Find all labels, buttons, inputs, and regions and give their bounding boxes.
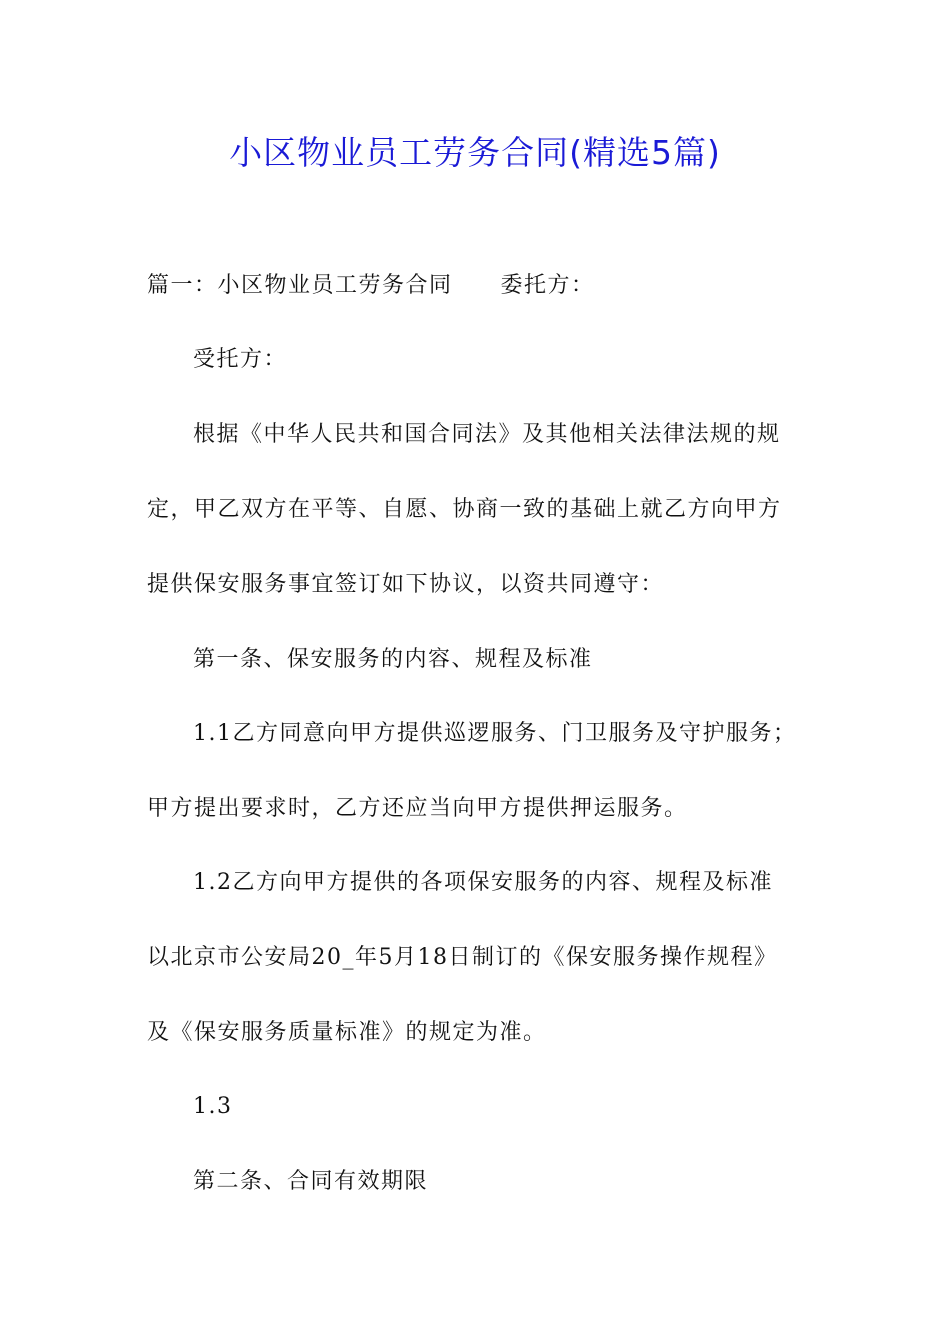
paragraph-line: 1.1乙方同意向甲方提供巡逻服务、门卫服务及守护服务； bbox=[193, 721, 797, 746]
paragraph-line: 提供保安服务事宜签订如下协议，以资共同遵守： bbox=[147, 572, 665, 597]
paragraph-line: 及《保安服务质量标准》的规定为准。 bbox=[147, 1020, 547, 1045]
paragraph-line bbox=[147, 268, 595, 304]
clause-number: 1.3 bbox=[193, 1094, 233, 1119]
contractor-label: 受托方： bbox=[193, 347, 288, 372]
document-title: 小区物业员工劳务合同(精选5篇) bbox=[229, 133, 721, 172]
article-heading: 第一条、保安服务的内容、规程及标准 bbox=[193, 647, 593, 672]
paragraph-line: 甲方提出要求时，乙方还应当向甲方提供押运服务。 bbox=[147, 796, 688, 821]
section-heading: 篇一：小区物业员工劳务合同 bbox=[147, 273, 453, 298]
paragraph-line: 根据《中华人民共和国合同法》及其他相关法律法规的规 bbox=[193, 422, 781, 447]
paragraph-line: 以北京市公安局20_年5月18日制订的《保安服务操作规程》 bbox=[147, 945, 778, 970]
article-heading: 第二条、合同有效期限 bbox=[193, 1169, 429, 1194]
paragraph-line: 1.2乙方向甲方提供的各项保安服务的内容、规程及标准 bbox=[193, 870, 773, 895]
client-label: 委托方： bbox=[500, 273, 595, 298]
paragraph-line: 定，甲乙双方在平等、自愿、协商一致的基础上就乙方向甲方 bbox=[147, 497, 782, 522]
